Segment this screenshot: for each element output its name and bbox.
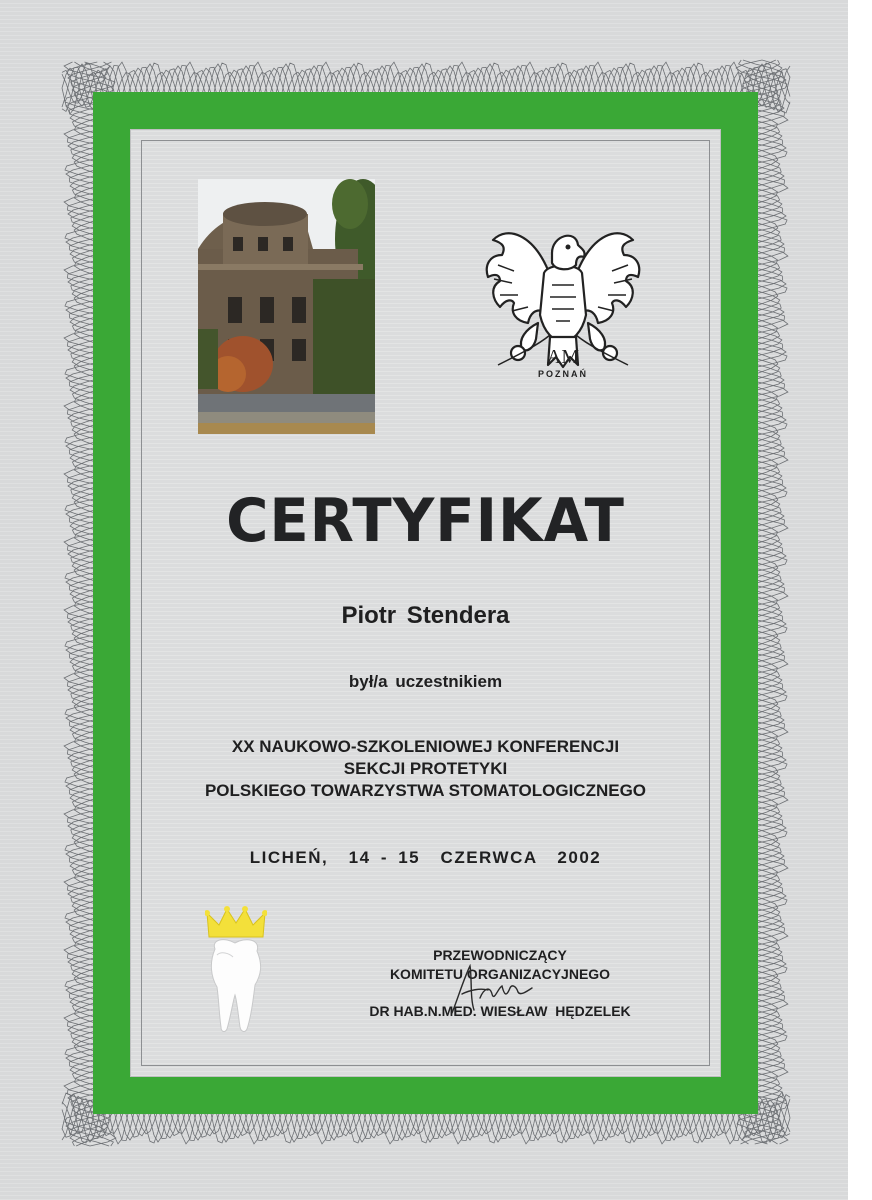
place-and-date: LICHEŃ, 14 - 15 CZERWCA 2002 (249, 848, 602, 867)
emblem-letters: AM (546, 346, 580, 368)
participant-name: Piotr Stendera (341, 602, 510, 629)
participation-text: był/a uczestnikiem (348, 672, 503, 691)
conference-line: XX NAUKOWO-SZKOLENIOWEJ KONFERENCJI (231, 737, 620, 756)
crowned-tooth-icon (205, 905, 267, 1040)
handwritten-signature (440, 958, 540, 1018)
conference-line: POLSKIEGO TOWARZYSTWA STOMATOLOGICZNEGO (204, 781, 647, 800)
conference-name (141, 736, 710, 802)
emblem-city: POZNAŃ (538, 369, 588, 379)
university-building-photo (198, 179, 375, 434)
signatory-name: DR HAB.N.MED. WIESŁAW HĘDZELEK (369, 1003, 631, 1019)
signature-role-line: KOMITETU ORGANIZACYJNEGO (389, 966, 611, 982)
certificate-title: CERTYFIKAT (226, 486, 625, 556)
conference-line: SEKCJI PROTETYKI (343, 759, 508, 778)
signature-role-line: PRZEWODNICZĄCY (433, 947, 567, 963)
